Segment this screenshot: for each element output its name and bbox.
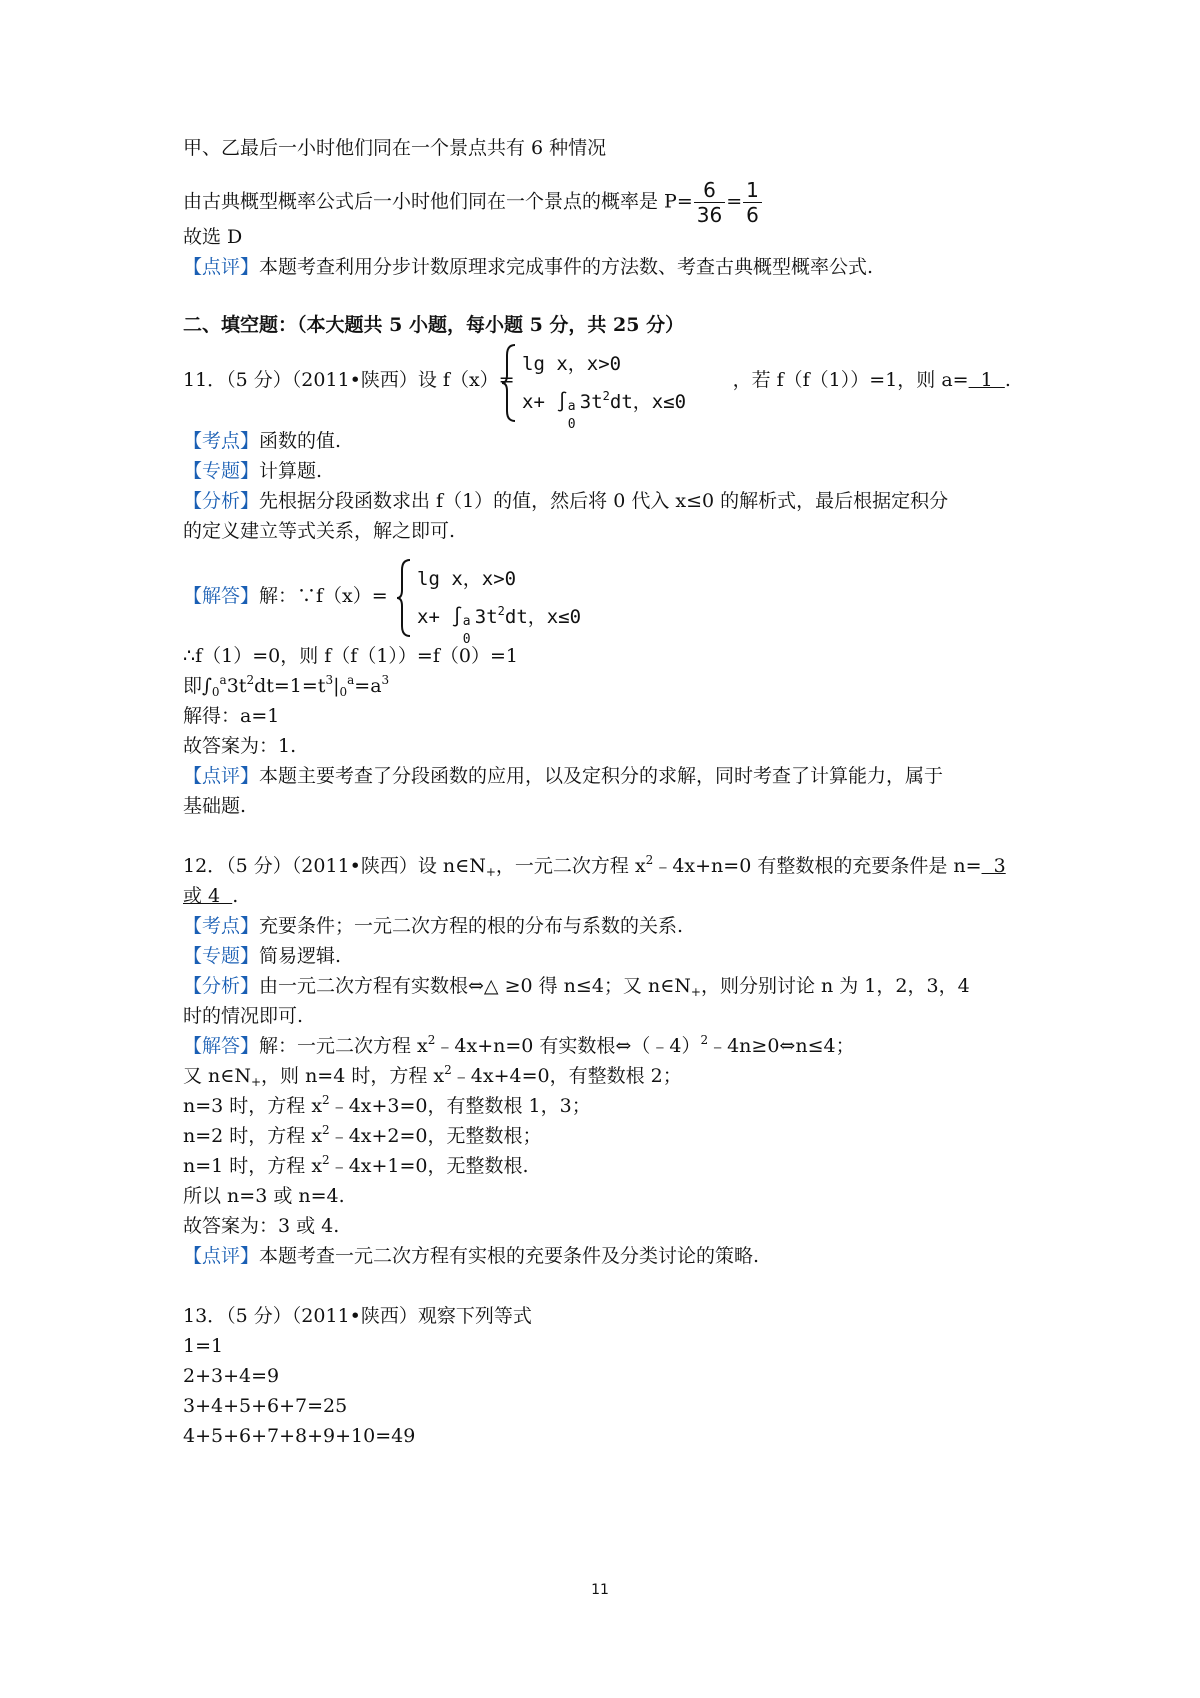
piecewise-formula: lg x，x>0 x+ ∫ a 0 $3t^2dt$，x≤0 — [395, 558, 625, 638]
question-13: 13．（5 分）（2011•陕西）观察下列等式 — [183, 1305, 532, 1327]
text-line: 基础题. — [183, 795, 247, 817]
dianping-line: 【点评】本题考查一元二次方程有实根的充要条件及分类讨论的策略. — [183, 1245, 760, 1267]
jieda-line: 【解答】解：一元二次方程 $x^2﹣4x+n=0$ 有实数根⇔（﹣4）$^2$﹣4n≥0⇔n≤4； — [183, 1033, 855, 1057]
question-12: 12．（5 分）（2011•陕西）设 $n\in N_+$，一元二次方程 $x^2﹣4x+n=0$ 有整数根的充要条件是 n= 3 — [183, 853, 1006, 879]
brace-icon — [395, 558, 413, 638]
dianping-line: 【点评】本题主要考查了分段函数的应用，以及定积分的求解，同时考查了计算能力，属于 — [183, 765, 944, 787]
equation-line: 1=1 — [183, 1335, 224, 1357]
text-line: 解得：a=1 — [183, 705, 280, 727]
integral-line: 即$\int_0^a3t^2dt=1=t^3|_0^a=a^3$ — [183, 673, 390, 699]
equation-line: 2+3+4=9 — [183, 1365, 280, 1387]
brace-icon — [500, 343, 518, 423]
section-heading: 二、填空题：（本大题共 5 小题，每小题 5 分，共 25 分） — [183, 314, 685, 336]
jieda-line: 【解答】解：∵f（x）= — [183, 585, 388, 607]
fraction: $\frac{6}{36}$ — [694, 178, 725, 227]
text-line: n=3 时，方程 $x^2﹣4x+3=0$，有整数根 1，3； — [183, 1093, 591, 1117]
comment-tag: 【点评】 — [183, 256, 260, 278]
piecewise-formula: lg x，x>0 x+ ∫ a 0 $3t^2dt$，x≤0 — [500, 343, 730, 423]
text-line: n=1 时，方程 $x^2﹣4x+1=0$，无整数根. — [183, 1153, 529, 1177]
kaodian-line: 【考点】函数的值. — [183, 430, 342, 452]
text-line: 又 $n\in N_+$，则 n=4 时，方程 $x^2﹣4x+4=0$，有整数根 2； — [183, 1063, 682, 1089]
text-line: 所以 n=3 或 n=4. — [183, 1185, 345, 1207]
probability-line: 由古典概型概率公式后一小时他们同在一个景点的概率是 P= $\frac{6}{36}$ = $\frac{1}{6}$ — [183, 178, 763, 227]
fraction: $\frac{1}{6}$ — [743, 178, 762, 227]
fenxi-line: 【分析】由一元二次方程有实数根⇔△ ≥0 得 n≤4；又 $n\in N_+$，则分别讨论 n 为 1，2，3，4 — [183, 975, 970, 999]
equation-line: 3+4+5+6+7=25 — [183, 1395, 348, 1417]
text-line: 的定义建立等式关系，解之即可. — [183, 520, 456, 542]
equation-line: 4+5+6+7+8+9+10=49 — [183, 1425, 416, 1447]
fenxi-line: 【分析】先根据分段函数求出 f（1）的值，然后将 0 代入 x≤0 的解析式，最后根据定积分 — [183, 490, 949, 512]
answer-blank: 或 4 — [183, 885, 233, 907]
text-line: 甲、乙最后一小时他们同在一个景点共有 6 种情况 — [183, 137, 607, 159]
text-line: 故答案为：3 或 4. — [183, 1215, 340, 1237]
page-number: 11 — [591, 1582, 609, 1598]
comment-line: 【点评】本题考查利用分步计数原理求完成事件的方法数、考查古典概型概率公式. — [183, 256, 874, 278]
kaodian-line: 【考点】充要条件；一元二次方程的根的分布与系数的关系. — [183, 915, 684, 937]
answer-blank: 1 — [968, 369, 1005, 391]
text-line: ∴f（1）=0，则 f（f（1））=f（0）=1 — [183, 645, 518, 667]
text-line: 或 4 . — [183, 885, 239, 907]
text-line: 时的情况即可. — [183, 1005, 304, 1027]
zhuanti-line: 【专题】计算题. — [183, 460, 323, 482]
text-line: n=2 时，方程 $x^2﹣4x+2=0$，无整数根； — [183, 1123, 542, 1147]
zhuanti-line: 【专题】简易逻辑. — [183, 945, 342, 967]
text-line: 故选 D — [183, 226, 243, 248]
text-line: 故答案为：1. — [183, 735, 297, 757]
answer-blank: 3 — [981, 855, 1006, 877]
question-11: 11．（5 分）（2011•陕西）设 f（x）= ，若 f（f（1））=1，则 a= 1 . — [183, 369, 1011, 391]
